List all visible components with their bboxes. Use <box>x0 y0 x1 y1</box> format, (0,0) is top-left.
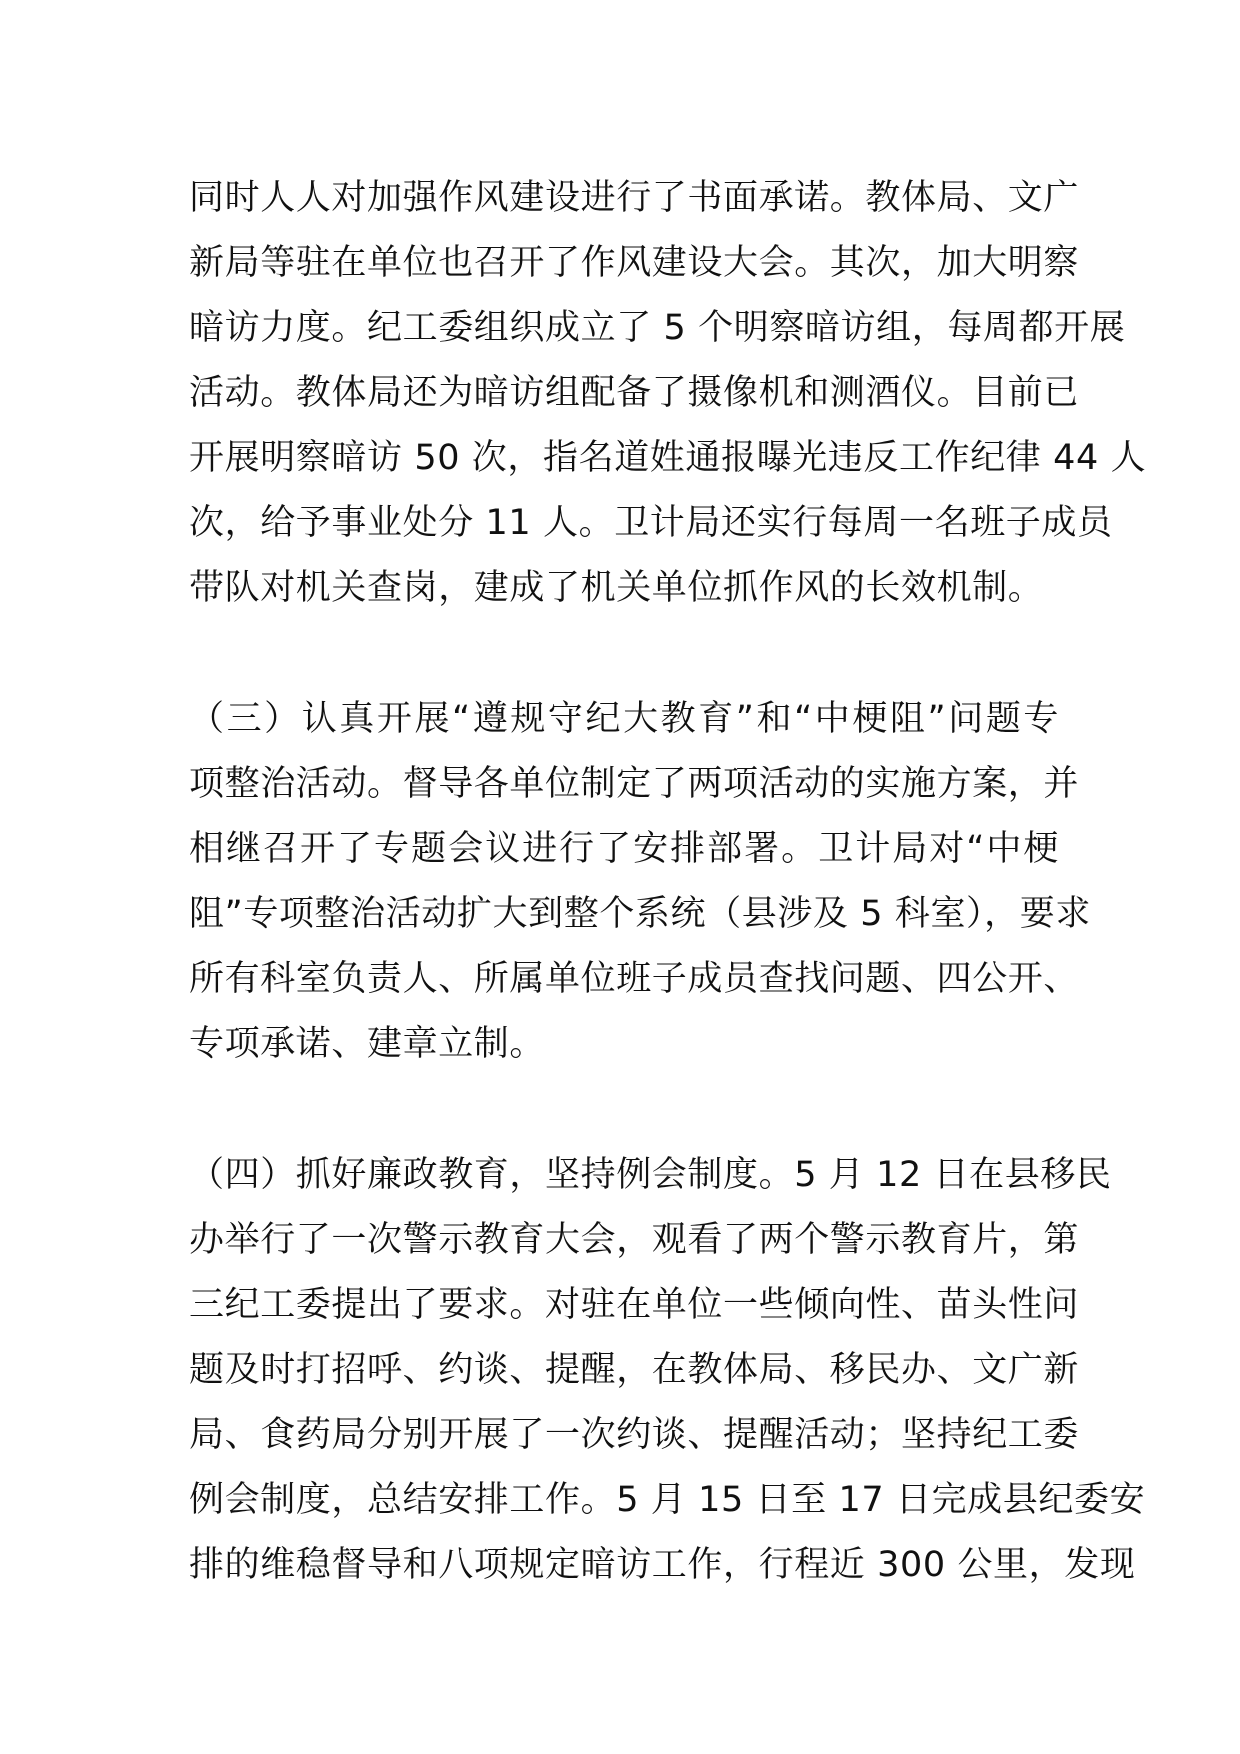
paragraph-line: 办举行了一次警示教育大会，观看了两个警示教育片，第 <box>189 1220 1080 1260</box>
paragraph-line: 例会制度，总结安排工作。5 月 15 日至 17 日完成县纪委安 <box>189 1480 1146 1520</box>
paragraph-line: 阻”专项整治活动扩大到整个系统（县涉及 5 科室），要求 <box>189 894 1091 934</box>
paragraph-line: （三）认真开展“遵规守纪大教育”和“中梗阻”问题专 <box>189 699 1059 739</box>
paragraph-line: 新局等驻在单位也召开了作风建设大会。其次，加大明察 <box>189 243 1080 283</box>
paragraph-section-four <box>189 1143 1146 1598</box>
paragraph-line: 活动。教体局还为暗访组配备了摄像机和测酒仪。目前已 <box>189 373 1080 413</box>
paragraph-line: 专项承诺、建章立制。 <box>189 1024 546 1064</box>
paragraph-line: 同时人人对加强作风建设进行了书面承诺。教体局、文广 <box>189 178 1080 218</box>
paragraph-line: （四）抓好廉政教育，坚持例会制度。5 月 12 日在县移民 <box>189 1155 1112 1195</box>
paragraph-line: 题及时打招呼、约谈、提醒，在教体局、移民办、文广新 <box>189 1350 1080 1390</box>
paragraph-line: 暗访力度。纪工委组织成立了 5 个明察暗访组，每周都开展 <box>189 308 1126 348</box>
paragraph-line: 开展明察暗访 50 次，指名道姓通报曝光违反工作纪律 44 人 <box>189 438 1147 478</box>
paragraph-line: 相继召开了专题会议进行了安排部署。卫计局对“中梗 <box>189 829 1059 869</box>
paragraph-line: 次，给予事业处分 11 人。卫计局还实行每周一名班子成员 <box>189 503 1113 543</box>
paragraph-section-three <box>189 687 1091 1077</box>
paragraph-line: 排的维稳督导和八项规定暗访工作，行程近 300 公里，发现 <box>189 1545 1136 1585</box>
paragraph-line: 局、食药局分别开展了一次约谈、提醒活动；坚持纪工委 <box>189 1415 1080 1455</box>
paragraph-line: 所有科室负责人、所属单位班子成员查找问题、四公开、 <box>189 959 1080 999</box>
paragraph-line: 项整治活动。督导各单位制定了两项活动的实施方案，并 <box>189 764 1080 804</box>
paragraph-work-style <box>189 166 1147 621</box>
paragraph-line: 三纪工委提出了要求。对驻在单位一些倾向性、苗头性问 <box>189 1285 1080 1325</box>
paragraph-line: 带队对机关查岗，建成了机关单位抓作风的长效机制。 <box>189 568 1044 608</box>
